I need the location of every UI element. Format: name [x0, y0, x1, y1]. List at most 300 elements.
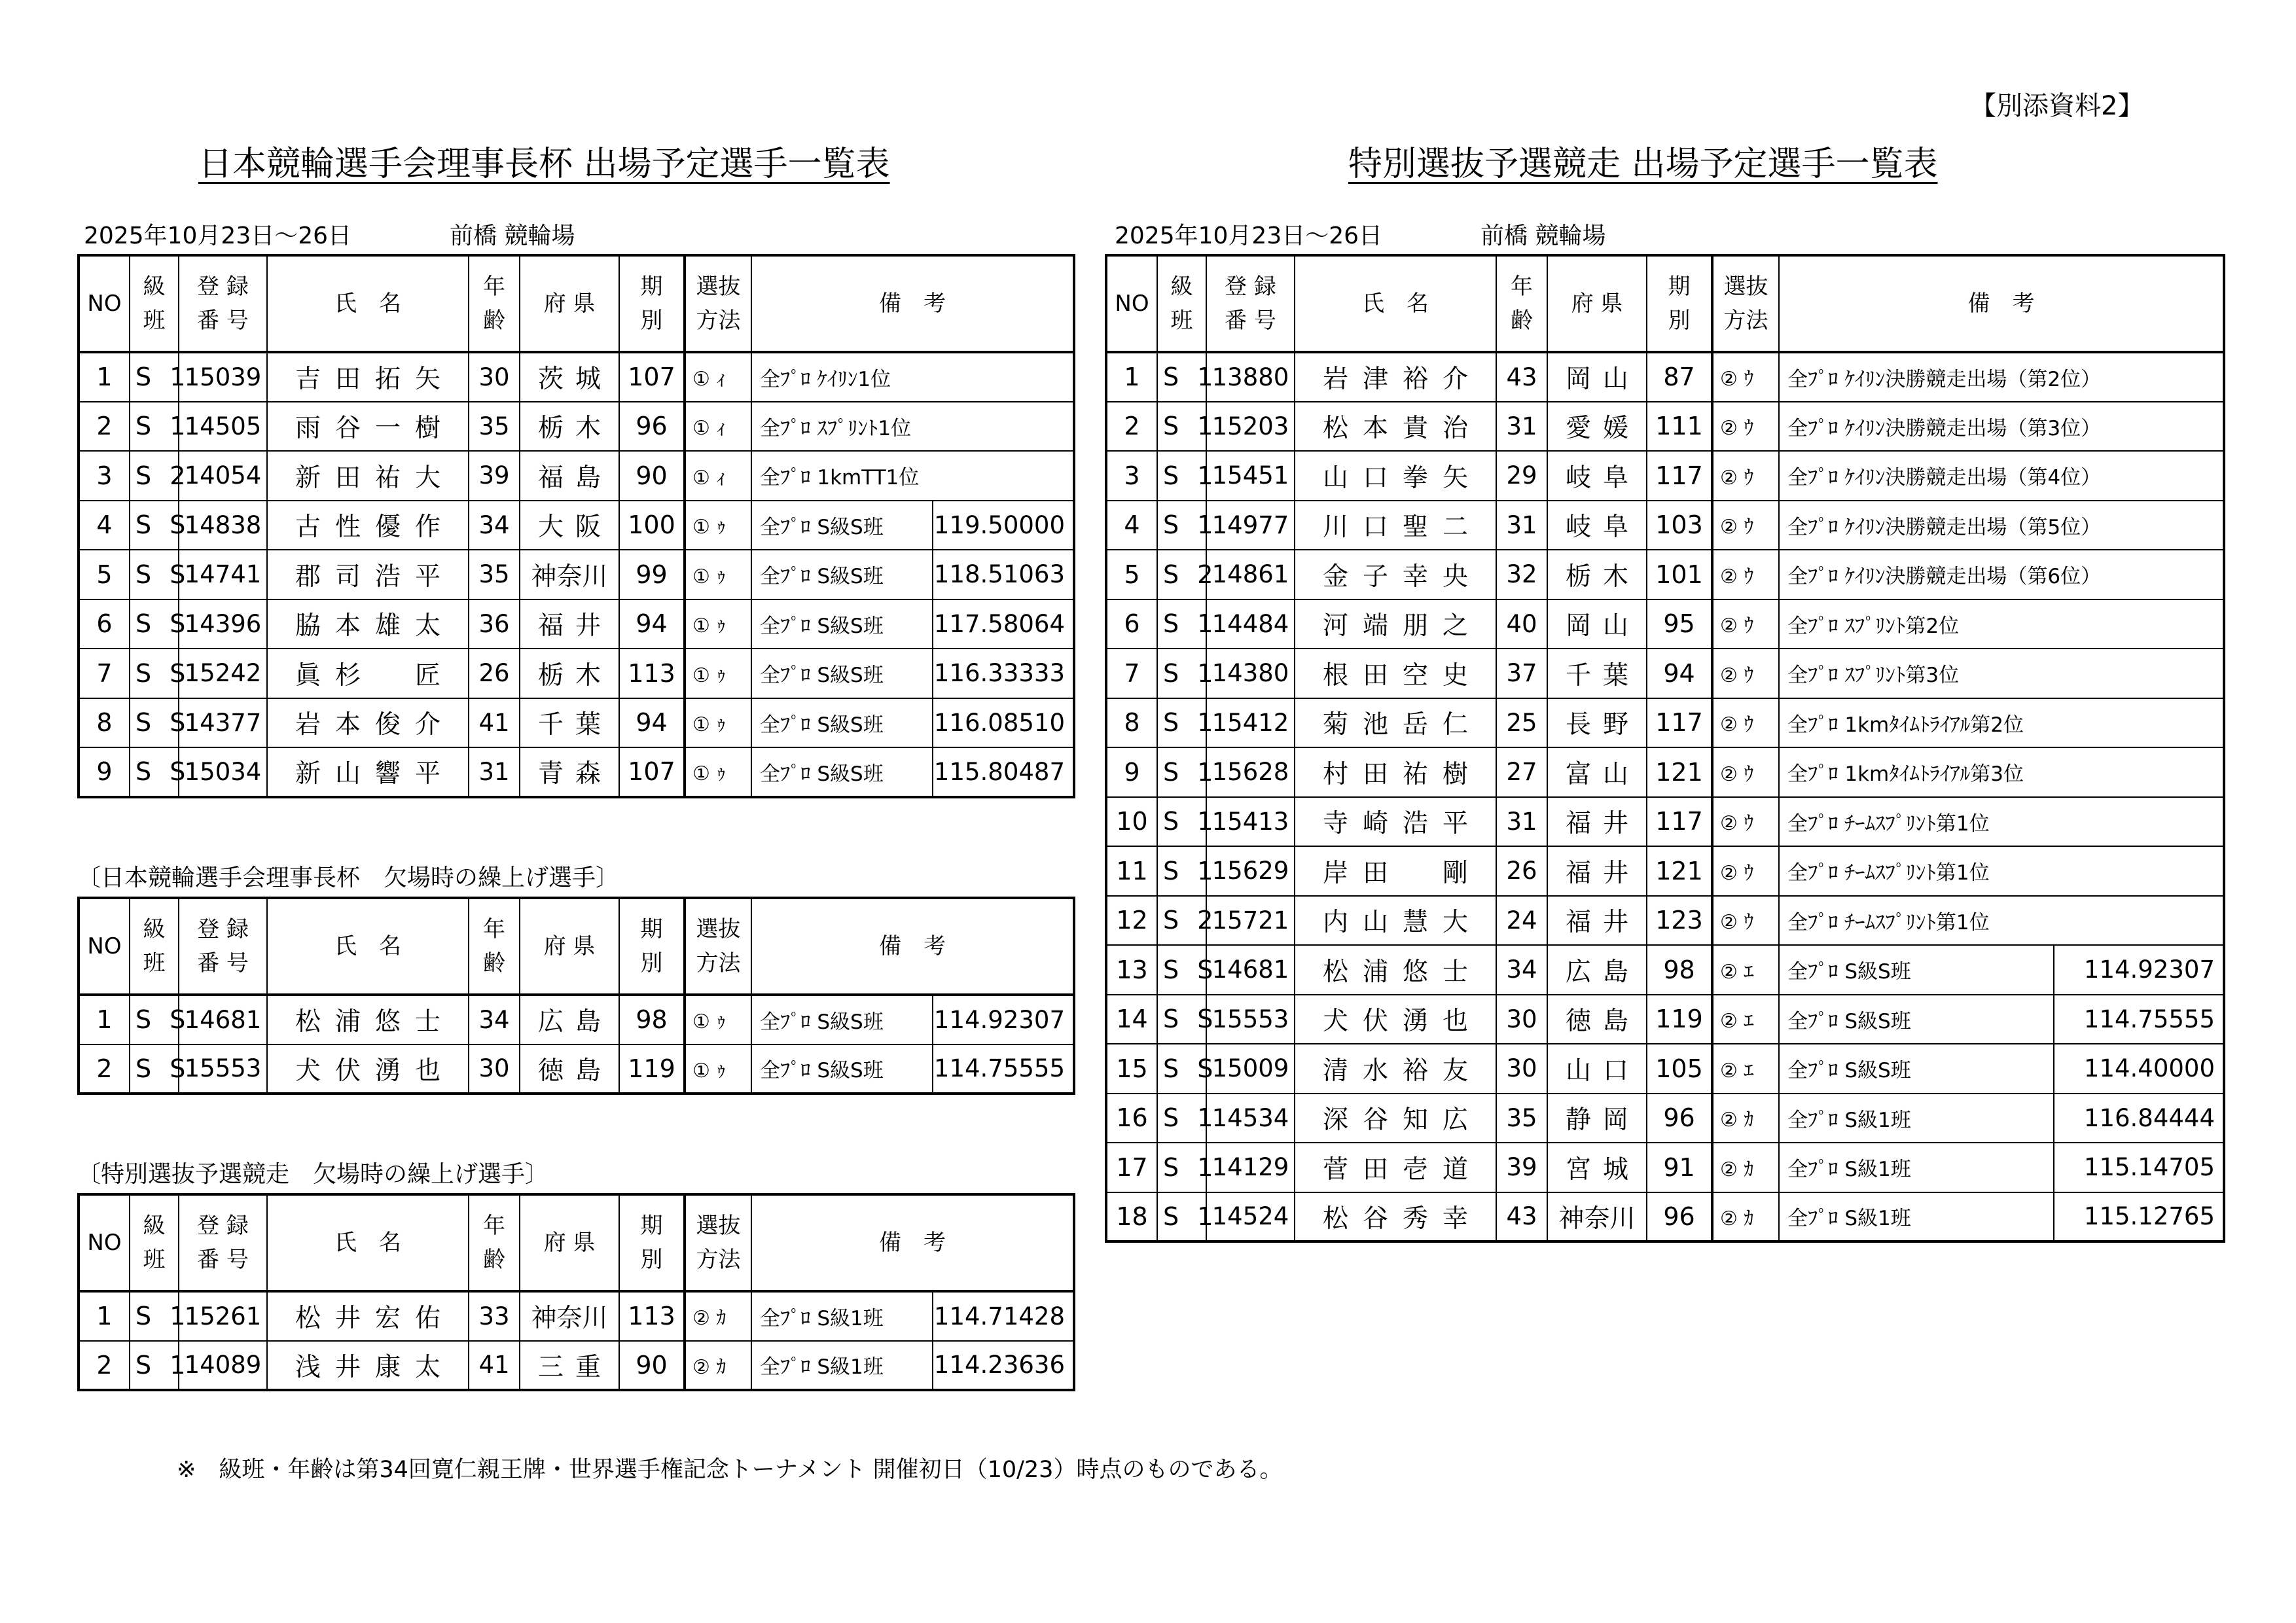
header-age-label: 年: [1511, 274, 1533, 300]
row-prefecture: 宮城: [1547, 1143, 1647, 1192]
row-score: 115.14705: [2054, 1143, 2224, 1192]
header-no: [1106, 255, 1157, 352]
row-score: 115.12765: [2054, 1192, 2224, 1242]
row-prefecture: 福島: [520, 451, 619, 501]
row-registration: 14505: [179, 402, 267, 452]
row-age: 29: [1496, 451, 1547, 501]
row-class: S 1: [1157, 451, 1206, 501]
row-registration: 15553: [1206, 995, 1295, 1044]
row-method: ① ｩ: [685, 1044, 751, 1094]
row-name: 新田祐大: [267, 451, 469, 501]
left-date: 2025年10月23日～26日: [84, 223, 352, 249]
row-class: S 1: [130, 352, 179, 402]
row-method: ② ｳ: [1712, 599, 1779, 649]
header-age: [469, 898, 520, 995]
header-registration-label: 登 録: [197, 274, 249, 300]
attachment-label: 【別添資料2】: [1970, 91, 2144, 121]
row-age: 40: [1496, 599, 1547, 649]
row-method: ① ｨ: [685, 451, 751, 501]
row-score: 117.58064: [933, 599, 1074, 649]
row-remark: 全ﾌﾟﾛ ｹｲﾘﾝ決勝競走出場（第2位）: [1779, 352, 2224, 402]
row-remark: 全ﾌﾟﾛ S級S班: [751, 1044, 933, 1094]
row-registration: 15553: [179, 1044, 267, 1094]
row-registration: 14054: [179, 451, 267, 501]
row-registration: 14861: [1206, 550, 1295, 599]
row-name: 清水裕友: [1295, 1044, 1496, 1094]
row-no: 5: [79, 550, 130, 599]
row-remark: 全ﾌﾟﾛ ｽﾌﾟﾘﾝﾄ第3位: [1779, 649, 2224, 698]
header-name-label: 氏 名: [334, 1230, 401, 1256]
row-method: ① ｩ: [685, 599, 751, 649]
row-prefecture: 千葉: [520, 698, 619, 748]
main-reserve-caption: 〔日本競輪選手会理事長杯 欠場時の繰上げ選手〕: [77, 865, 620, 891]
right-meta: [1115, 217, 1606, 251]
row-term: 111: [1647, 402, 1712, 452]
footnote: ※ 級班・年齢は第34回寛仁親王牌・世界選手権記念トーナメント 開催初日（10/23）時点のものである。: [177, 1457, 1283, 1483]
row-remark: 全ﾌﾟﾛ S級1班: [1779, 1192, 2054, 1242]
row-class: S 1: [130, 402, 179, 452]
row-remark: 全ﾌﾟﾛ ﾁｰﾑｽﾌﾟﾘﾝﾄ第1位: [1779, 797, 2224, 847]
header-class-label: 級: [143, 1213, 166, 1239]
table-row: [1106, 352, 2224, 402]
row-term: 94: [619, 698, 685, 748]
row-registration: 14681: [1206, 945, 1295, 995]
row-class: S S: [1157, 995, 1206, 1044]
row-name: 河端朋之: [1295, 599, 1496, 649]
row-no: 3: [79, 451, 130, 501]
header-method-label: 方法: [696, 308, 741, 334]
header-registration-label: 番 号: [197, 950, 249, 976]
row-prefecture: 広島: [520, 995, 619, 1044]
row-method: ② ｶ: [685, 1291, 751, 1341]
row-class: S 1: [1157, 402, 1206, 452]
row-age: 33: [469, 1291, 520, 1341]
left-meta: [84, 217, 575, 251]
header-age-label: 齢: [483, 308, 505, 334]
row-name: 新山響平: [267, 747, 469, 797]
row-registration: 15721: [1206, 896, 1295, 946]
row-prefecture: 岡山: [1547, 352, 1647, 402]
row-registration: 14681: [179, 995, 267, 1044]
row-term: 87: [1647, 352, 1712, 402]
row-score: 114.92307: [2054, 945, 2224, 995]
header-prefecture: [1547, 255, 1647, 352]
row-class: S 1: [1157, 649, 1206, 698]
row-score: 115.80487: [933, 747, 1074, 797]
header-method: [685, 255, 751, 352]
row-prefecture: 愛媛: [1547, 402, 1647, 452]
row-remark: 全ﾌﾟﾛ S級S班: [751, 698, 933, 748]
header-name-label: 氏 名: [334, 933, 401, 959]
row-no: 13: [1106, 945, 1157, 995]
row-method: ② ｴ: [1712, 945, 1779, 995]
row-registration: 15261: [179, 1291, 267, 1341]
row-age: 31: [1496, 501, 1547, 550]
table-row: [79, 995, 1074, 1044]
row-name: 山口拳矢: [1295, 451, 1496, 501]
row-no: 18: [1106, 1192, 1157, 1242]
row-registration: 15034: [179, 747, 267, 797]
row-remark: 全ﾌﾟﾛ S級S班: [751, 550, 933, 599]
left-title: 日本競輪選手会理事長杯 出場予定選手一覧表: [198, 145, 890, 184]
row-method: ① ｩ: [685, 501, 751, 550]
row-no: 12: [1106, 896, 1157, 946]
row-method: ② ｳ: [1712, 896, 1779, 946]
row-class: S 1: [130, 1291, 179, 1341]
table-row: [79, 747, 1074, 797]
row-registration: 15412: [1206, 698, 1295, 748]
row-no: 8: [1106, 698, 1157, 748]
row-no: 17: [1106, 1143, 1157, 1192]
row-method: ② ｶ: [1712, 1094, 1779, 1143]
row-remark: 全ﾌﾟﾛ ｹｲﾘﾝ決勝競走出場（第6位）: [1779, 550, 2224, 599]
row-method: ① ｩ: [685, 550, 751, 599]
row-prefecture: 長野: [1547, 698, 1647, 748]
header-class-label: 級: [143, 274, 166, 300]
row-term: 90: [619, 1341, 685, 1391]
header-no-label: NO: [87, 291, 122, 317]
row-name: 松井宏佑: [267, 1291, 469, 1341]
row-class: S 1: [1157, 797, 1206, 847]
row-age: 37: [1496, 649, 1547, 698]
row-term: 98: [1647, 945, 1712, 995]
header-no-label: NO: [87, 933, 122, 959]
row-age: 32: [1496, 550, 1547, 599]
row-score: 114.92307: [933, 995, 1074, 1044]
header-registration-label: 登 録: [197, 1213, 249, 1239]
row-term: 98: [619, 995, 685, 1044]
row-name: 菊池岳仁: [1295, 698, 1496, 748]
row-no: 1: [79, 352, 130, 402]
row-no: 2: [1106, 402, 1157, 452]
row-no: 9: [1106, 747, 1157, 797]
row-method: ① ｩ: [685, 995, 751, 1044]
row-name: 内山慧大: [1295, 896, 1496, 946]
row-name: 古性優作: [267, 501, 469, 550]
row-age: 26: [469, 649, 520, 698]
header-prefecture-label: 府 県: [543, 933, 596, 959]
row-remark: 全ﾌﾟﾛ ｹｲﾘﾝ決勝競走出場（第5位）: [1779, 501, 2224, 550]
header-age-label: 齢: [483, 950, 505, 976]
row-term: 90: [619, 451, 685, 501]
row-method: ② ｳ: [1712, 698, 1779, 748]
table-row: [1106, 747, 2224, 797]
row-term: 94: [1647, 649, 1712, 698]
special-reserve-caption: 〔特別選抜予選競走 欠場時の繰上げ選手〕: [77, 1161, 549, 1188]
row-method: ② ｶ: [1712, 1192, 1779, 1242]
row-class: S 2: [130, 451, 179, 501]
special-reserve-table: [77, 1193, 1075, 1391]
row-registration: 14089: [179, 1341, 267, 1391]
row-registration: 15203: [1206, 402, 1295, 452]
row-prefecture: 岡山: [1547, 599, 1647, 649]
row-class: S 1: [1157, 1192, 1206, 1242]
row-method: ① ｨ: [685, 352, 751, 402]
right-title: 特別選抜予選競走 出場予定選手一覧表: [1348, 145, 1938, 184]
row-class: S 2: [1157, 550, 1206, 599]
row-name: 岸田 剛: [1295, 846, 1496, 896]
row-remark: 全ﾌﾟﾛ 1kmﾀｲﾑﾄﾗｲｱﾙ第2位: [1779, 698, 2224, 748]
row-name: 岩津裕介: [1295, 352, 1496, 402]
row-name: 寺崎浩平: [1295, 797, 1496, 847]
header-method: [1712, 255, 1779, 352]
row-class: S 1: [1157, 846, 1206, 896]
header-class-label: 班: [1170, 308, 1193, 334]
row-no: 1: [1106, 352, 1157, 402]
row-age: 25: [1496, 698, 1547, 748]
header-method-label: 方法: [696, 950, 741, 976]
row-registration: 14534: [1206, 1094, 1295, 1143]
header-age: [469, 255, 520, 352]
row-term: 119: [619, 1044, 685, 1094]
row-age: 41: [469, 698, 520, 748]
row-method: ② ｳ: [1712, 550, 1779, 599]
row-no: 2: [79, 1044, 130, 1094]
table-row: [1106, 451, 2224, 501]
row-no: 3: [1106, 451, 1157, 501]
header-remarks-label: 備 考: [879, 933, 946, 959]
row-term: 113: [619, 1291, 685, 1341]
row-term: 121: [1647, 846, 1712, 896]
header-no: [79, 1194, 130, 1291]
row-no: 2: [79, 1341, 130, 1391]
row-age: 36: [469, 599, 520, 649]
header-remarks: [1779, 255, 2224, 352]
row-registration: 15039: [179, 352, 267, 402]
row-term: 117: [1647, 797, 1712, 847]
row-registration: 15628: [1206, 747, 1295, 797]
row-age: 27: [1496, 747, 1547, 797]
row-age: 31: [1496, 402, 1547, 452]
header-remarks: [751, 255, 1074, 352]
row-prefecture: 神奈川: [520, 550, 619, 599]
table-row: [79, 402, 1074, 452]
row-age: 30: [1496, 1044, 1547, 1094]
row-prefecture: 神奈川: [1547, 1192, 1647, 1242]
row-remark: 全ﾌﾟﾛ S級S班: [751, 599, 933, 649]
row-term: 123: [1647, 896, 1712, 946]
row-registration: 14484: [1206, 599, 1295, 649]
row-class: S 1: [1157, 1143, 1206, 1192]
header-method: [685, 898, 751, 995]
row-term: 99: [619, 550, 685, 599]
row-registration: 14977: [1206, 501, 1295, 550]
row-method: ② ｴ: [1712, 1044, 1779, 1094]
row-prefecture: 富山: [1547, 747, 1647, 797]
row-term: 101: [1647, 550, 1712, 599]
header-prefecture-label: 府 県: [543, 1230, 596, 1256]
header-registration: [1206, 255, 1295, 352]
row-age: 34: [469, 995, 520, 1044]
header-term-label: 期: [640, 1213, 663, 1239]
row-age: 35: [469, 550, 520, 599]
row-age: 43: [1496, 352, 1547, 402]
row-age: 30: [469, 352, 520, 402]
row-age: 39: [1496, 1143, 1547, 1192]
row-no: 4: [1106, 501, 1157, 550]
row-remark: 全ﾌﾟﾛ ﾁｰﾑｽﾌﾟﾘﾝﾄ第1位: [1779, 846, 2224, 896]
row-name: 村田祐樹: [1295, 747, 1496, 797]
row-method: ① ｨ: [685, 402, 751, 452]
row-age: 24: [1496, 896, 1547, 946]
row-term: 103: [1647, 501, 1712, 550]
row-score: 119.50000: [933, 501, 1074, 550]
row-age: 34: [1496, 945, 1547, 995]
row-name: 犬伏湧也: [267, 1044, 469, 1094]
row-method: ② ｳ: [1712, 402, 1779, 452]
row-method: ② ｳ: [1712, 649, 1779, 698]
row-prefecture: 山口: [1547, 1044, 1647, 1094]
row-prefecture: 大阪: [520, 501, 619, 550]
row-method: ② ｳ: [1712, 352, 1779, 402]
table-row: [1106, 550, 2224, 599]
table-row: [79, 352, 1074, 402]
row-remark: 全ﾌﾟﾛ S級S班: [751, 747, 933, 797]
row-registration: 14396: [179, 599, 267, 649]
row-age: 31: [469, 747, 520, 797]
row-method: ② ｳ: [1712, 846, 1779, 896]
row-age: 43: [1496, 1192, 1547, 1242]
header-name-label: 氏 名: [334, 291, 401, 317]
row-term: 96: [619, 402, 685, 452]
row-class: S S: [130, 501, 179, 550]
header-method-label: 選抜: [696, 916, 741, 942]
row-remark: 全ﾌﾟﾛ S級1班: [751, 1341, 933, 1391]
row-prefecture: 茨城: [520, 352, 619, 402]
row-remark: 全ﾌﾟﾛ S級1班: [1779, 1143, 2054, 1192]
header-prefecture-label: 府 県: [543, 291, 596, 317]
table-row: [1106, 846, 2224, 896]
row-class: S 1: [1157, 599, 1206, 649]
row-prefecture: 静岡: [1547, 1094, 1647, 1143]
row-class: S 1: [1157, 501, 1206, 550]
main-reserve-table: [77, 897, 1075, 1095]
header-term: [619, 255, 685, 352]
table-row: [1106, 1044, 2224, 1094]
row-remark: 全ﾌﾟﾛ ｹｲﾘﾝ1位: [751, 352, 1074, 402]
row-age: 41: [469, 1341, 520, 1391]
table-row: [1106, 995, 2224, 1044]
header-term-label: 期: [1668, 274, 1691, 300]
row-no: 16: [1106, 1094, 1157, 1143]
row-no: 9: [79, 747, 130, 797]
row-remark: 全ﾌﾟﾛ S級S班: [1779, 995, 2054, 1044]
header-class-label: 級: [143, 916, 166, 942]
row-registration: 14741: [179, 550, 267, 599]
row-term: 113: [619, 649, 685, 698]
row-age: 35: [469, 402, 520, 452]
header-name: [267, 255, 469, 352]
row-age: 39: [469, 451, 520, 501]
header-prefecture-label: 府 県: [1571, 291, 1623, 317]
row-name: 犬伏湧也: [1295, 995, 1496, 1044]
header-remarks: [751, 898, 1074, 995]
row-term: 117: [1647, 698, 1712, 748]
row-class: S 1: [1157, 1094, 1206, 1143]
row-class: S S: [130, 698, 179, 748]
table-row: [1106, 1143, 2224, 1192]
row-prefecture: 栃木: [520, 402, 619, 452]
row-no: 14: [1106, 995, 1157, 1044]
row-term: 121: [1647, 747, 1712, 797]
row-class: S 2: [1157, 896, 1206, 946]
row-no: 7: [79, 649, 130, 698]
row-class: S S: [130, 995, 179, 1044]
row-no: 1: [79, 1291, 130, 1341]
header-term-label: 別: [640, 1247, 663, 1273]
row-no: 4: [79, 501, 130, 550]
row-registration: 15242: [179, 649, 267, 698]
table-row: [79, 501, 1074, 550]
row-method: ① ｩ: [685, 747, 751, 797]
header-method-label: 方法: [1723, 308, 1768, 334]
row-prefecture: 千葉: [1547, 649, 1647, 698]
header-method: [685, 1194, 751, 1291]
row-no: 6: [1106, 599, 1157, 649]
table-row: [79, 1341, 1074, 1391]
row-age: 26: [1496, 846, 1547, 896]
row-name: 深谷知広: [1295, 1094, 1496, 1143]
row-term: 95: [1647, 599, 1712, 649]
table-row: [1106, 698, 2224, 748]
row-class: S S: [130, 747, 179, 797]
row-prefecture: 広島: [1547, 945, 1647, 995]
header-no: [79, 898, 130, 995]
header-class: [130, 1194, 179, 1291]
table-row: [1106, 501, 2224, 550]
header-name-label: 氏 名: [1362, 291, 1429, 317]
table-row: [1106, 1094, 2224, 1143]
header-class: [1157, 255, 1206, 352]
header-age: [1496, 255, 1547, 352]
row-term: 107: [619, 747, 685, 797]
row-prefecture: 徳島: [520, 1044, 619, 1094]
header-registration: [179, 898, 267, 995]
header-method-label: 選抜: [696, 1213, 741, 1239]
row-term: 96: [1647, 1094, 1712, 1143]
row-no: 2: [79, 402, 130, 452]
left-venue: 前橋 競輪場: [450, 223, 575, 249]
row-score: 114.40000: [2054, 1044, 2224, 1094]
row-remark: 全ﾌﾟﾛ ｹｲﾘﾝ決勝競走出場（第3位）: [1779, 402, 2224, 452]
row-registration: 14377: [179, 698, 267, 748]
row-remark: 全ﾌﾟﾛ ｽﾌﾟﾘﾝﾄ第2位: [1779, 599, 2224, 649]
row-score: 114.75555: [933, 1044, 1074, 1094]
row-prefecture: 福井: [1547, 896, 1647, 946]
row-name: 眞杉 匠: [267, 649, 469, 698]
row-prefecture: 青森: [520, 747, 619, 797]
row-score: 114.23636: [933, 1341, 1074, 1391]
row-prefecture: 福井: [520, 599, 619, 649]
special-roster-table: [1105, 254, 2225, 1243]
table-row: [79, 599, 1074, 649]
row-class: S S: [1157, 1044, 1206, 1094]
header-remarks-label: 備 考: [879, 1230, 946, 1256]
row-term: 107: [619, 352, 685, 402]
row-no: 7: [1106, 649, 1157, 698]
table-row: [1106, 1192, 2224, 1242]
row-name: 雨谷一樹: [267, 402, 469, 452]
row-remark: 全ﾌﾟﾛ ｹｲﾘﾝ決勝競走出場（第4位）: [1779, 451, 2224, 501]
header-registration-label: 番 号: [197, 308, 249, 334]
row-remark: 全ﾌﾟﾛ S級S班: [751, 995, 933, 1044]
table-row: [79, 1044, 1074, 1094]
row-no: 15: [1106, 1044, 1157, 1094]
row-age: 34: [469, 501, 520, 550]
row-name: 根田空史: [1295, 649, 1496, 698]
table-row: [1106, 797, 2224, 847]
table-row: [79, 550, 1074, 599]
